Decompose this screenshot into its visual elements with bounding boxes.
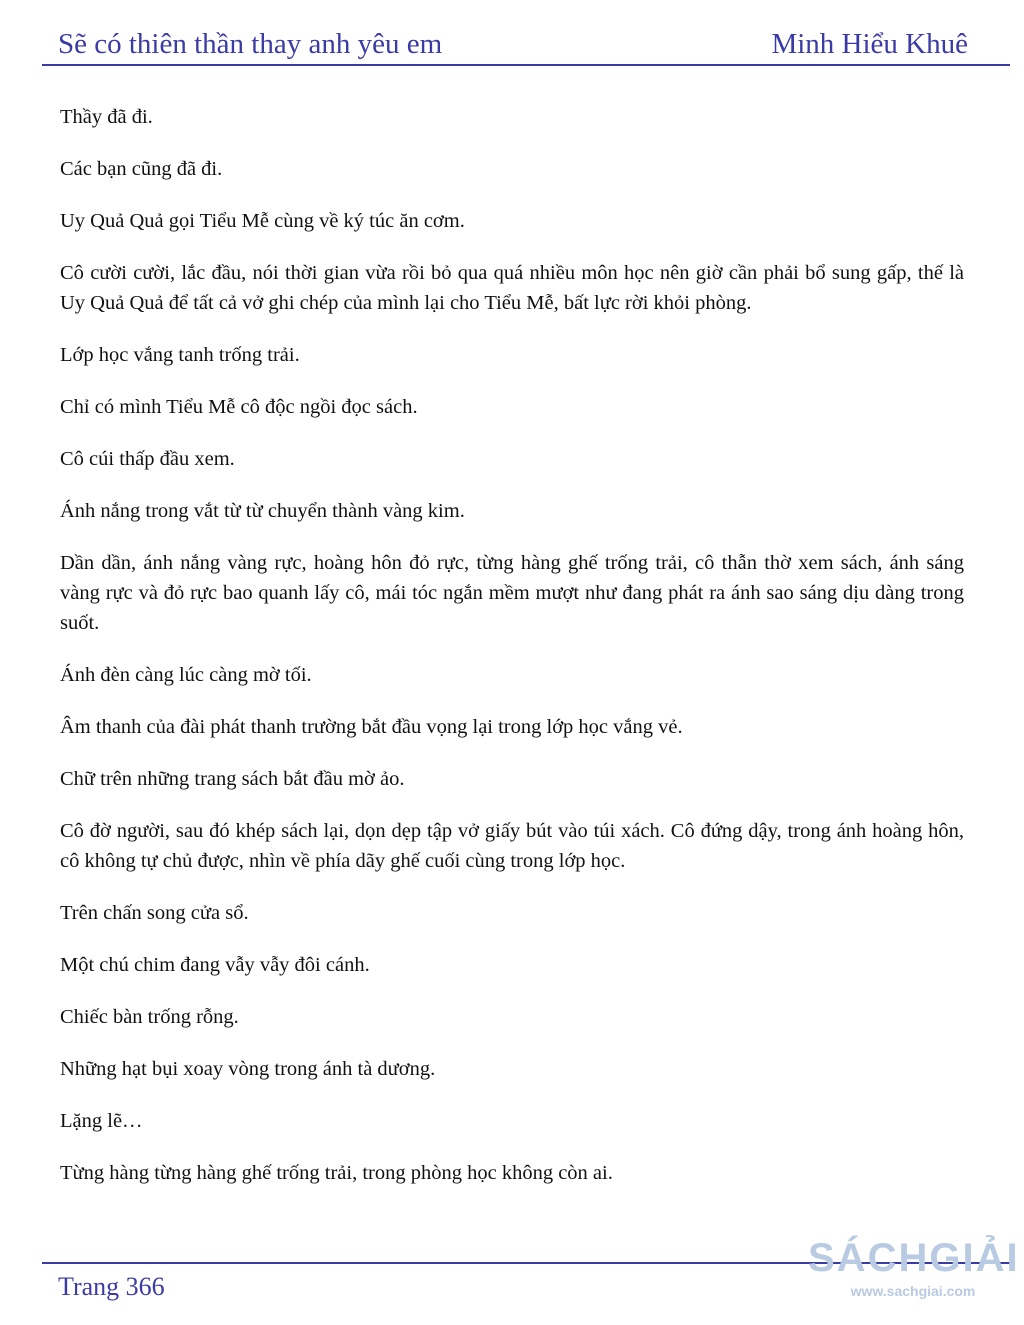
page-header: [58, 24, 968, 64]
paragraph: Một chú chim đang vẫy vẫy đôi cánh.: [60, 954, 370, 976]
paragraph: Âm thanh của đài phát thanh trường bắt đầu vọng lại trong lớp học vắng vẻ.: [60, 716, 683, 738]
paragraph: Ánh đèn càng lúc càng mờ tối.: [60, 664, 312, 686]
watermark-url: www.sachgiai.com: [850, 1283, 976, 1299]
paragraph: Trên chấn song cửa sổ.: [60, 902, 249, 924]
paragraph: Cô cúi thấp đầu xem.: [60, 448, 235, 470]
page-body: [60, 102, 964, 1210]
watermark: [808, 1236, 1018, 1302]
paragraph: Cô đờ người, sau đó khép sách lại, dọn dẹp tập vở giấy bút vào túi xách. Cô đứng dậy, trong ánh hoàng hôn, cô không tự chủ được, nhìn về phía dãy ghế cuối cùng trong lớp học.: [60, 820, 964, 872]
paragraph: Ánh nắng trong vắt từ từ chuyển thành vàng kim.: [60, 500, 465, 522]
paragraph: Chữ trên những trang sách bắt đầu mờ ảo.: [60, 768, 405, 790]
paragraph: Chiếc bàn trống rỗng.: [60, 1006, 239, 1028]
paragraph: Lớp học vắng tanh trống trải.: [60, 344, 300, 366]
paragraph: Uy Quả Quả gọi Tiểu Mễ cùng về ký túc ăn cơm.: [60, 210, 465, 232]
header-divider: [42, 64, 1010, 66]
paragraph: Cô cười cười, lắc đầu, nói thời gian vừa rồi bỏ qua quá nhiều môn học nên giờ cần phải bổ sung gấp, thế là Uy Quả Quả để tất cả vở ghi chép của mình lại cho Tiểu Mễ, bất lực rời khỏi phòng.: [60, 262, 964, 314]
paragraph: Những hạt bụi xoay vòng trong ánh tà dương.: [60, 1058, 436, 1080]
paragraph: Từng hàng từng hàng ghế trống trải, trong phòng học không còn ai.: [60, 1162, 613, 1184]
watermark-logo: SÁCHGIẢI: [808, 1236, 1020, 1280]
paragraph: Thầy đã đi.: [60, 106, 153, 128]
paragraph: Chỉ có mình Tiểu Mễ cô độc ngồi đọc sách.: [60, 396, 418, 418]
book-title: Sẽ có thiên thần thay anh yêu em: [58, 27, 443, 60]
paragraph: Dần dần, ánh nắng vàng rực, hoàng hôn đỏ rực, từng hàng ghế trống trải, cô thẫn thờ xem sách, ánh sáng vàng rực và đỏ rực bao quanh lấy cô, mái tóc ngắn mềm mượt như đang phát ra ánh sao sáng dịu dàng trong suốt.: [60, 552, 964, 634]
paragraph: Các bạn cũng đã đi.: [60, 158, 223, 180]
author-name: Minh Hiểu Khuê: [771, 27, 968, 60]
page-number: Trang 366: [58, 1272, 165, 1301]
paragraph: Lặng lẽ…: [60, 1110, 143, 1132]
